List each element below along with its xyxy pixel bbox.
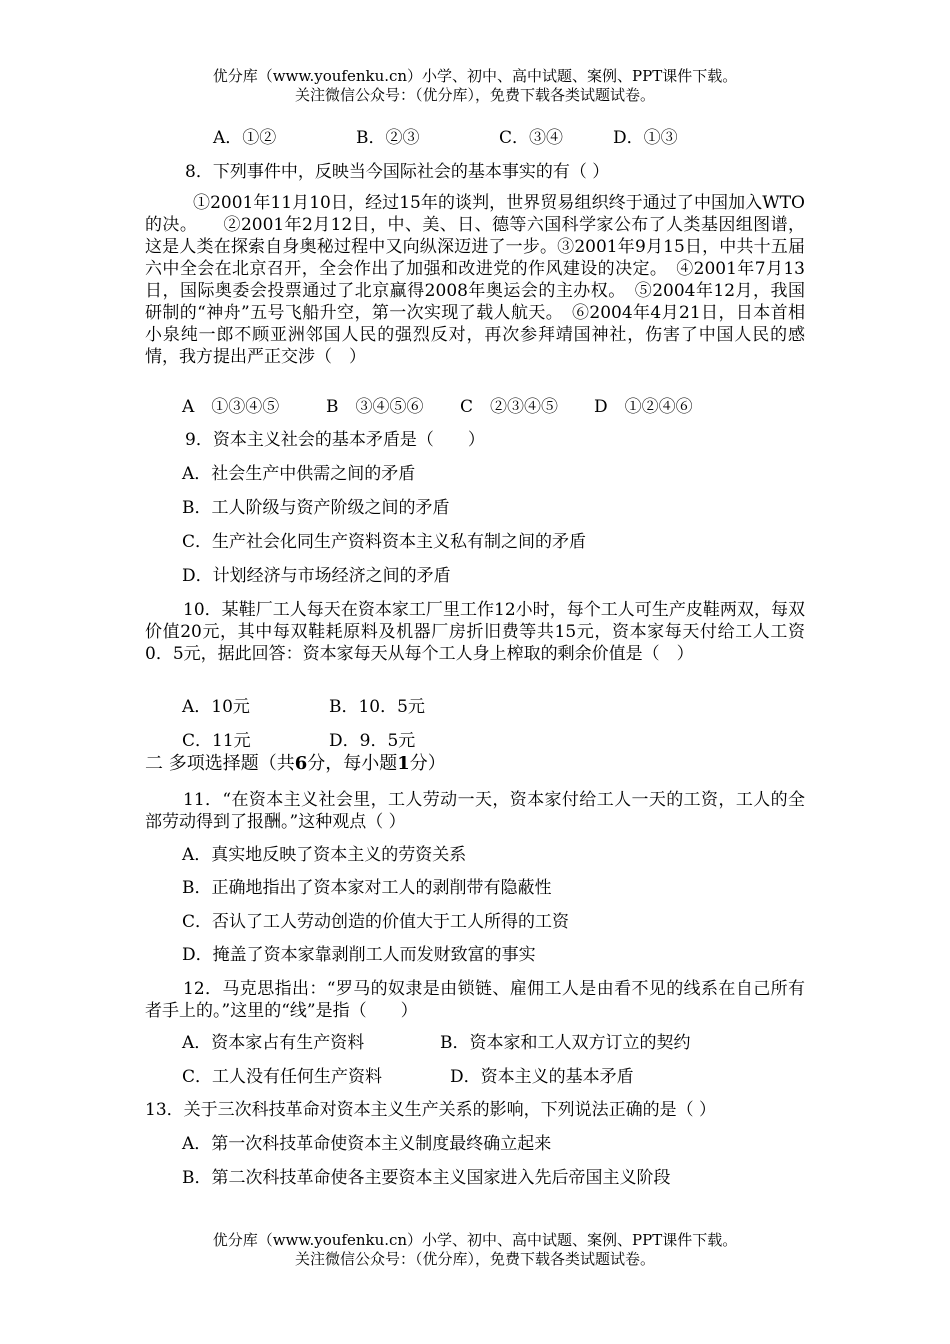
q10-options-row2 xyxy=(182,731,415,751)
q10-option-c: C．11元 xyxy=(182,731,251,751)
footer-line-2: 关注微信公众号：（优分库），免费下载各类试题试卷。 xyxy=(294,1250,655,1268)
q9-stem: 9．资本主义社会的基本矛盾是（ ） xyxy=(185,430,485,450)
q13-option-a: A．第一次科技革命使资本主义制度最终确立起来 xyxy=(182,1134,552,1154)
q7-option-b: B．②③ xyxy=(356,128,420,148)
q8-option-b: B ③④⑤⑥ xyxy=(326,397,424,417)
q7-option-d: D．①③ xyxy=(613,128,678,148)
q12-stem: 12．马克思指出：“罗马的奴隶是由锁链、雇佣工人是由看不见的线系在自己所有者手上的。”这里的“线”是指（ ） xyxy=(145,979,805,1021)
q12-options-row1 xyxy=(182,1033,691,1053)
q12-option-d: D．资本主义的基本矛盾 xyxy=(450,1067,634,1087)
q13-option-b: B．第二次科技革命使各主要资本主义国家进入先后帝国主义阶段 xyxy=(182,1168,671,1188)
q12-option-b: B．资本家和工人双方订立的契约 xyxy=(440,1033,691,1053)
section-2-suffix: 分） xyxy=(409,753,446,774)
q11-option-b: B．正确地指出了资本家对工人的剥削带有隐蔽性 xyxy=(182,878,552,898)
section-2-score-each: 1 xyxy=(397,753,410,774)
section-2-score-total: 6 xyxy=(294,753,308,774)
section-2-heading xyxy=(145,754,446,774)
q12-options-row2 xyxy=(182,1067,634,1087)
q7-option-c: C．③④ xyxy=(499,128,564,148)
q10-option-a: A．10元 xyxy=(182,697,250,717)
q12-option-a: A．资本家占有生产资料 xyxy=(182,1033,365,1053)
section-2-middle: 分，每小题 xyxy=(307,753,398,774)
q11-stem: 11．“在资本主义社会里，工人劳动一天，资本家付给工人一天的工资，工人的全部劳动得到了报酬。”这种观点（ ） xyxy=(145,790,805,832)
header-line-1: 优分库（www.youfenku.cn）小学、初中、高中试题、案例、PPT课件下载。 xyxy=(212,67,738,85)
q9-option-d: D．计划经济与市场经济之间的矛盾 xyxy=(182,566,451,586)
q8-option-a: A ①③④⑤ xyxy=(182,397,280,417)
q8-body: ①2001年11月10日，经过15年的谈判，世界贸易组织终于通过了中国加入WTO的决。 ②2001年2月12日，中、美、日、德等六国科学家公布了人类基因组图谱，这是人类在探索自身奥秘过程中又向纵深迈进了一步。③2001年9月15日，中共十五届六中全会在北京召开，全会作出了加强和改进党的作风建设的决定。 ④2001年7月13日，国际奥委会投票通过了北京赢得2008年奥运会的主办权。 ⑤2004年12月，我国研制的“神舟”五号飞船升空，第一次实现了载人航天。 ⑥2004年4月21日，日本首相小泉纯一郎不顾亚洲邻国人民的强烈反对，再次参拜靖国神社，伤害了中国人民的感情，我方提出严正交涉（ ） xyxy=(145,193,805,367)
q9-option-a: A．社会生产中供需之间的矛盾 xyxy=(182,464,416,484)
footer-line-1: 优分库（www.youfenku.cn）小学、初中、高中试题、案例、PPT课件下载。 xyxy=(212,1231,738,1249)
q8-stem: 8．下列事件中，反映当今国际社会的基本事实的有（ ） xyxy=(185,162,610,182)
q10-stem: 10．某鞋厂工人每天在资本家工厂里工作12小时，每个工人可生产皮鞋两双，每双价值20元，其中每双鞋耗原料及机器厂房折旧费等共15元，资本家每天付给工人工资0．5元，据此回答：资本家每天从每个工人身上榨取的剩余价值是（ ） xyxy=(145,600,805,664)
q8-option-c: C ②③④⑤ xyxy=(460,397,559,417)
q7-option-a: A．①② xyxy=(213,128,277,148)
q8-option-d: D ①②④⑥ xyxy=(594,397,693,417)
q11-option-d: D．掩盖了资本家靠剥削工人而发财致富的事实 xyxy=(182,945,536,965)
q11-option-a: A．真实地反映了资本主义的劳资关系 xyxy=(182,845,467,865)
q11-option-c: C．否认了工人劳动创造的价值大于工人所得的工资 xyxy=(182,912,570,932)
header-line-2: 关注微信公众号：（优分库），免费下载各类试题试卷。 xyxy=(294,86,655,104)
q7-options xyxy=(213,128,678,148)
q10-options-row1 xyxy=(182,697,425,717)
section-2-prefix: 二 多项选择题（共 xyxy=(145,753,295,774)
q13-stem: 13．关于三次科技革命对资本主义生产关系的影响，下列说法正确的是（ ） xyxy=(145,1100,717,1120)
q12-option-c: C．工人没有任何生产资料 xyxy=(182,1067,383,1087)
q10-option-b: B．10．5元 xyxy=(329,697,425,717)
q8-options xyxy=(182,397,693,417)
q10-option-d: D．9．5元 xyxy=(329,731,416,751)
q9-option-c: C．生产社会化同生产资料资本主义私有制之间的矛盾 xyxy=(182,532,587,552)
q9-option-b: B．工人阶级与资产阶级之间的矛盾 xyxy=(182,498,450,518)
